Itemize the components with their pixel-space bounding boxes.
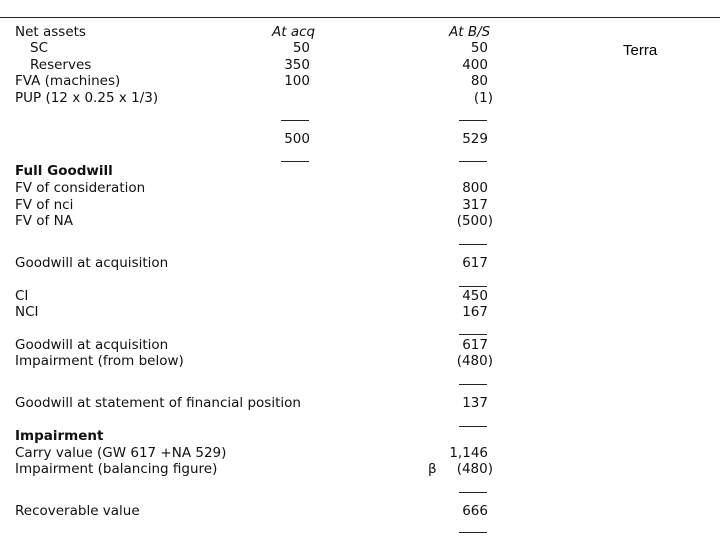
pup-bs: (1) (473, 90, 493, 106)
gw-at-acq-value: 617 (462, 255, 488, 271)
gw-sofp-value: 137 (462, 395, 488, 411)
total-acq: 500 (284, 131, 310, 147)
fv-nci-label: FV of nci (15, 197, 74, 213)
fva-bs: 80 (470, 73, 488, 89)
balancing-value: (480) (456, 461, 493, 477)
gw-at-acq2-value: 617 (462, 337, 488, 353)
fv-nci-value: 317 (462, 197, 488, 213)
header-net-assets: Net assets (15, 24, 86, 40)
header-at-bs: At B/S (449, 24, 491, 40)
beta-symbol: β (428, 461, 437, 477)
gw-sofp-label: Goodwill at statement of financial position (15, 395, 301, 411)
top-rule (0, 17, 720, 18)
impairment-heading: Impairment (15, 428, 104, 444)
gw-at-acq-label: Goodwill at acquisition (15, 255, 169, 271)
sc-acq: 50 (292, 40, 310, 56)
sc-bs: 50 (470, 40, 488, 56)
dash-acq-1 (281, 120, 309, 121)
impairment-from-below-value: (480) (456, 353, 493, 369)
ci-value: 450 (462, 288, 488, 304)
fv-na-value: (500) (456, 213, 493, 229)
recoverable-label: Recoverable value (15, 503, 140, 519)
dash-gw-1 (459, 244, 487, 245)
recoverable-value: 666 (462, 503, 488, 519)
nci-label: NCI (15, 304, 39, 320)
reserves-label: Reserves (30, 57, 92, 73)
impairment-from-below-label: Impairment (from below) (15, 353, 184, 369)
pup-label: PUP (12 x 0.25 x 1/3) (15, 90, 159, 106)
carry-value-label: Carry value (GW 617 +NA 529) (15, 445, 227, 461)
balancing-label: Impairment (balancing figure) (15, 461, 218, 477)
reserves-acq: 350 (284, 57, 310, 73)
dash-imp-1 (459, 492, 487, 493)
dash-gw-3 (459, 334, 487, 335)
dash-gw-4 (459, 384, 487, 385)
header-at-acq: At acq (272, 24, 316, 40)
nci-value: 167 (462, 304, 488, 320)
gw-at-acq2-label: Goodwill at acquisition (15, 337, 169, 353)
carry-value: 1,146 (449, 445, 488, 461)
fv-na-label: FV of NA (15, 213, 73, 229)
dash-acq-2 (281, 161, 309, 162)
dash-bs-2 (459, 161, 487, 162)
reserves-bs: 400 (462, 57, 488, 73)
fva-label: FVA (machines) (15, 73, 121, 89)
total-bs: 529 (462, 131, 488, 147)
fv-consideration-value: 800 (462, 180, 488, 196)
terra-label: Terra (623, 42, 658, 59)
fva-acq: 100 (284, 73, 310, 89)
dash-gw-2 (459, 286, 487, 287)
fv-consideration-label: FV of consideration (15, 180, 146, 196)
ci-label: CI (15, 288, 29, 304)
dash-imp-2 (459, 532, 487, 533)
goodwill-heading: Full Goodwill (15, 163, 113, 179)
dash-gw-5 (459, 426, 487, 427)
dash-bs-1 (459, 120, 487, 121)
sc-label: SC (30, 40, 48, 56)
